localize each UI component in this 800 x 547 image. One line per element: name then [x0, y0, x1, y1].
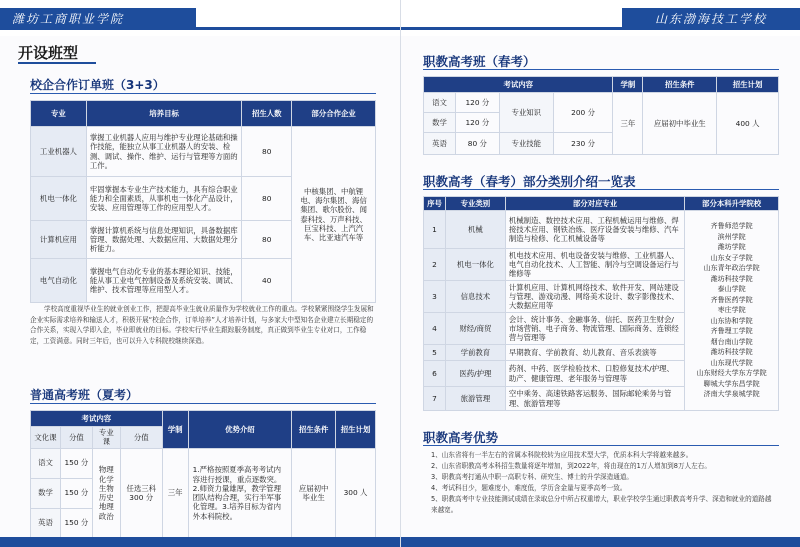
table-row	[424, 211, 779, 249]
spring-title: 职教高考班（春考）	[423, 54, 536, 69]
list-item: 1、山东省将有一半左右的省属本科院校转为应用技术型大学，优质本科大学将越来越多。	[431, 451, 693, 459]
order-header-major: 专业	[31, 101, 87, 127]
spring-rule	[423, 69, 779, 70]
list-item: 2、山东省职教高考本科招生数量将逐年增加，到2022年，将由现在的1万人增加到8万人左右。	[431, 462, 711, 470]
gaokao-condition: 应届初中毕业生	[292, 448, 336, 538]
cat-header-schools: 部分本科升学院校	[685, 197, 779, 211]
spring-major-score: 230 分	[553, 133, 613, 155]
cat-name: 学前教育	[445, 345, 505, 361]
order-major: 机电一体化	[31, 177, 87, 221]
spring-major-name: 专业技能	[499, 133, 553, 155]
gaokao-sub-culture: 文化课	[31, 427, 61, 449]
gaokao-title: 普通高考班（夏考）	[30, 388, 139, 402]
order-partners: 中核集团、中航锂电、海尔集团、海信集团、歌尔股份、闻泰科技、万声科技、巨宝科技、上汽汽车、比亚迪汽车等	[292, 127, 376, 303]
order-count: 80	[242, 177, 292, 221]
gaokao-subject: 数学	[31, 478, 61, 508]
cat-name: 信息技术	[445, 281, 505, 313]
right-header-rule	[401, 27, 623, 30]
school-name: 山东女子学院	[710, 253, 753, 262]
school-name: 山东协和学院	[710, 316, 753, 325]
cat-name: 机电一体化	[445, 249, 505, 281]
gaokao-sub-score: 分值	[60, 427, 92, 449]
school-name: 齐鲁医药学院	[710, 295, 753, 304]
section-title-underline	[18, 62, 96, 64]
spring-condition: 应届初中毕业生	[643, 93, 717, 155]
cat-header-no: 序号	[424, 197, 446, 211]
cat-majors: 计算机应用、计算机网络技术、软件开发、网站建设与管理、游戏动漫、网络美术设计、数字影像技术、大数据应用等	[505, 281, 684, 313]
school-name: 潍坊科技学院	[710, 348, 753, 357]
school-name: 济南大学泉城学院	[703, 390, 760, 399]
spring-score: 120 分	[455, 93, 499, 113]
order-header-count: 招生人数	[242, 101, 292, 127]
right-page	[400, 0, 800, 547]
table-row	[31, 448, 376, 478]
table-row	[31, 127, 376, 177]
gaokao-major-courses: 物理化学生物历史地理政治	[92, 448, 120, 538]
list-item: 5、职教高考中专业技能测试成绩在录取总分中所占权重增大，职业学校学生通过职教高考升学、深造和就业的道路越来越宽。	[431, 495, 772, 514]
cat-majors: 机电技术应用、机电设备安装与维修、工业机器人、电气自动化技术、人工智能、制冷与空调设备运行与维修等	[505, 249, 684, 281]
spring-header-plan: 招生计划	[717, 77, 779, 93]
spring-subject: 英语	[424, 133, 456, 155]
cat-name: 机械	[445, 211, 505, 249]
categories-table	[423, 196, 779, 411]
advantages-list	[431, 450, 777, 516]
school-name: 滨州学院	[717, 232, 746, 241]
cat-no: 6	[424, 361, 446, 387]
order-count: 80	[242, 127, 292, 177]
list-item: 3、职教高考打通从中职一高职专科、研究生、博士的升学深造通道。	[431, 473, 634, 481]
cat-majors: 空中乘务、高速铁路客运服务、国际邮轮乘务与管理、旅游管理等	[505, 387, 684, 411]
advantages-title: 职教高考优势	[423, 430, 499, 445]
order-goal: 牢固掌握本专业生产技术能力，具有综合职业能力和全面素质，从事机电一体化产品设计，安装、应用管理等工作的应用型人才。	[86, 177, 241, 221]
spring-major-score: 200 分	[553, 93, 613, 133]
gaokao-rule	[30, 403, 376, 404]
spring-score: 80 分	[455, 133, 499, 155]
gaokao-advantages: 1.严格按照夏季高考考试内容进行授课，重点逐数突。2.师资力量雄厚，教学管理团队结构合理，实行半军事化管理。3.培养目标为省内外本科院校。	[188, 448, 292, 538]
cat-no: 1	[424, 211, 446, 249]
order-goal: 掌握计算机系统与信息处理知识，具备数据库管理、数据处理、大数据应用、大数据处理分析能力。	[86, 221, 241, 259]
gaokao-score: 150 分	[60, 448, 92, 478]
order-major: 计算机应用	[31, 221, 87, 259]
order-class-title: 校企合作订单班（3+3）	[30, 78, 165, 92]
gaokao-subject: 英语	[31, 508, 61, 538]
cat-header-majors: 部分对应专业	[505, 197, 684, 211]
spring-subject: 数学	[424, 113, 456, 133]
school-name: 潍坊科技学院	[710, 274, 753, 283]
right-brand-tab: 山东渤海技工学校	[622, 8, 800, 30]
cat-schools-cell	[685, 211, 779, 411]
school-name: 聊城大学东昌学院	[703, 379, 760, 388]
order-major: 工业机器人	[31, 127, 87, 177]
gaokao-score: 150 分	[60, 508, 92, 538]
advantages-rule	[423, 445, 779, 446]
table-row	[424, 93, 779, 113]
gaokao-plan: 300 人	[336, 448, 376, 538]
cat-no: 5	[424, 345, 446, 361]
left-brand-tab: 潍坊工商职业学院	[0, 8, 196, 30]
cat-no: 3	[424, 281, 446, 313]
cat-no: 7	[424, 387, 446, 411]
school-name: 齐鲁师范学院	[710, 222, 753, 231]
spring-header-condition: 招生条件	[643, 77, 717, 93]
gaokao-header-exam: 考试内容	[31, 411, 163, 427]
school-name: 山东现代学院	[710, 358, 753, 367]
order-major: 电气自动化	[31, 259, 87, 303]
school-name: 泰山学院	[717, 285, 746, 294]
order-header-goal: 培养目标	[86, 101, 241, 127]
order-count: 40	[242, 259, 292, 303]
spring-table	[423, 76, 779, 155]
order-count: 80	[242, 221, 292, 259]
cat-majors: 药剂、中药、医学检验技术、口腔修复技术/护理、助产、健康管理、老年服务与管理等	[505, 361, 684, 387]
gaokao-score: 150 分	[60, 478, 92, 508]
gaokao-header-advantages: 优势介绍	[188, 411, 292, 449]
cat-name: 财经/商贸	[445, 313, 505, 345]
spring-score: 120 分	[455, 113, 499, 133]
cat-majors: 会计、统计事务、金融事务、信托、医药卫生财会/市场营销、电子商务、物流管理、国际商务、连锁经营与管理等	[505, 313, 684, 345]
cat-majors: 早期教育、学前教育、幼儿教育、音乐表演等	[505, 345, 684, 361]
gaokao-duration: 三年	[162, 448, 188, 538]
cat-no: 2	[424, 249, 446, 281]
gaokao-subject: 语文	[31, 448, 61, 478]
gaokao-header-condition: 招生条件	[292, 411, 336, 449]
cat-majors: 机械制造、数控技术应用、工程机械运用与维修、焊接技术应用、钢铁冶炼、医疗设备安装与维修、汽车制造与检修、化工机械设备等	[505, 211, 684, 249]
gaokao-sub-major: 专业课	[92, 427, 120, 449]
cat-name: 医药/护理	[445, 361, 505, 387]
spring-major-name: 专业知识	[499, 93, 553, 133]
school-name: 烟台南山学院	[710, 337, 753, 346]
gaokao-table	[30, 410, 376, 539]
section-title: 开设班型	[18, 44, 79, 62]
categories-rule	[423, 189, 779, 190]
spring-subject: 语文	[424, 93, 456, 113]
gaokao-sub-major-score: 分值	[120, 427, 162, 449]
categories-title: 职教高考（春考）部分类别介绍一览表	[423, 174, 636, 189]
cat-name: 旅游管理	[445, 387, 505, 411]
left-bottom-band	[0, 537, 400, 547]
left-header-rule	[196, 27, 400, 30]
spring-plan: 400 人	[717, 93, 779, 155]
list-item: 4、考试科目少，题难度小，难度低，学历含金量与夏季高考一致。	[431, 484, 627, 492]
order-class-rule	[30, 93, 376, 94]
spring-header-duration: 学制	[613, 77, 643, 93]
order-goal: 掌握电气自动化专业的基本理论知识、技能，能从事工业电气控制设备及系统安装、调试、维护、技术管理等应用型人才。	[86, 259, 241, 303]
spring-header-exam: 考试内容	[424, 77, 613, 93]
order-class-table	[30, 100, 376, 303]
gaokao-major-score: 任选三科 300 分	[120, 448, 162, 538]
gaokao-header-plan: 招生计划	[336, 411, 376, 449]
right-bottom-band	[401, 537, 800, 547]
cat-no: 4	[424, 313, 446, 345]
spring-duration: 三年	[613, 93, 643, 155]
cat-header-category: 专业类别	[445, 197, 505, 211]
school-name: 齐鲁理工学院	[710, 327, 753, 336]
order-header-partners: 部分合作企业	[292, 101, 376, 127]
employment-paragraph: 学校高度重视毕业生的就业创业工作，把提高毕业生就业质量作为学校就业工作的重点。学校紧紧围绕学生发展和企业实际需求培养和输送人才，积极开展“校企合作，订单培养”人才培养计划，与多家大中型知名企业建立长期稳定的合作关系，实现入学即入企，毕业即就业的目标。学校实行毕业生跟踪服务制度，真正做到毕业生专业对口，工作稳定，工资满意。同时三年后，也可以升入专科院校继续深造。	[30, 305, 374, 345]
school-name: 潍坊学院	[717, 243, 746, 252]
order-goal: 掌握工业机器人应用与维护专业理论基础和操作技能，能独立从事工业机器人的安装、检测、调试、操作、维护、运行与管理等方面的工作。	[86, 127, 241, 177]
school-name: 枣庄学院	[717, 306, 746, 315]
gaokao-header-duration: 学制	[162, 411, 188, 449]
school-name: 山东青年政治学院	[703, 264, 760, 273]
school-name: 山东财经大学东方学院	[696, 369, 767, 378]
